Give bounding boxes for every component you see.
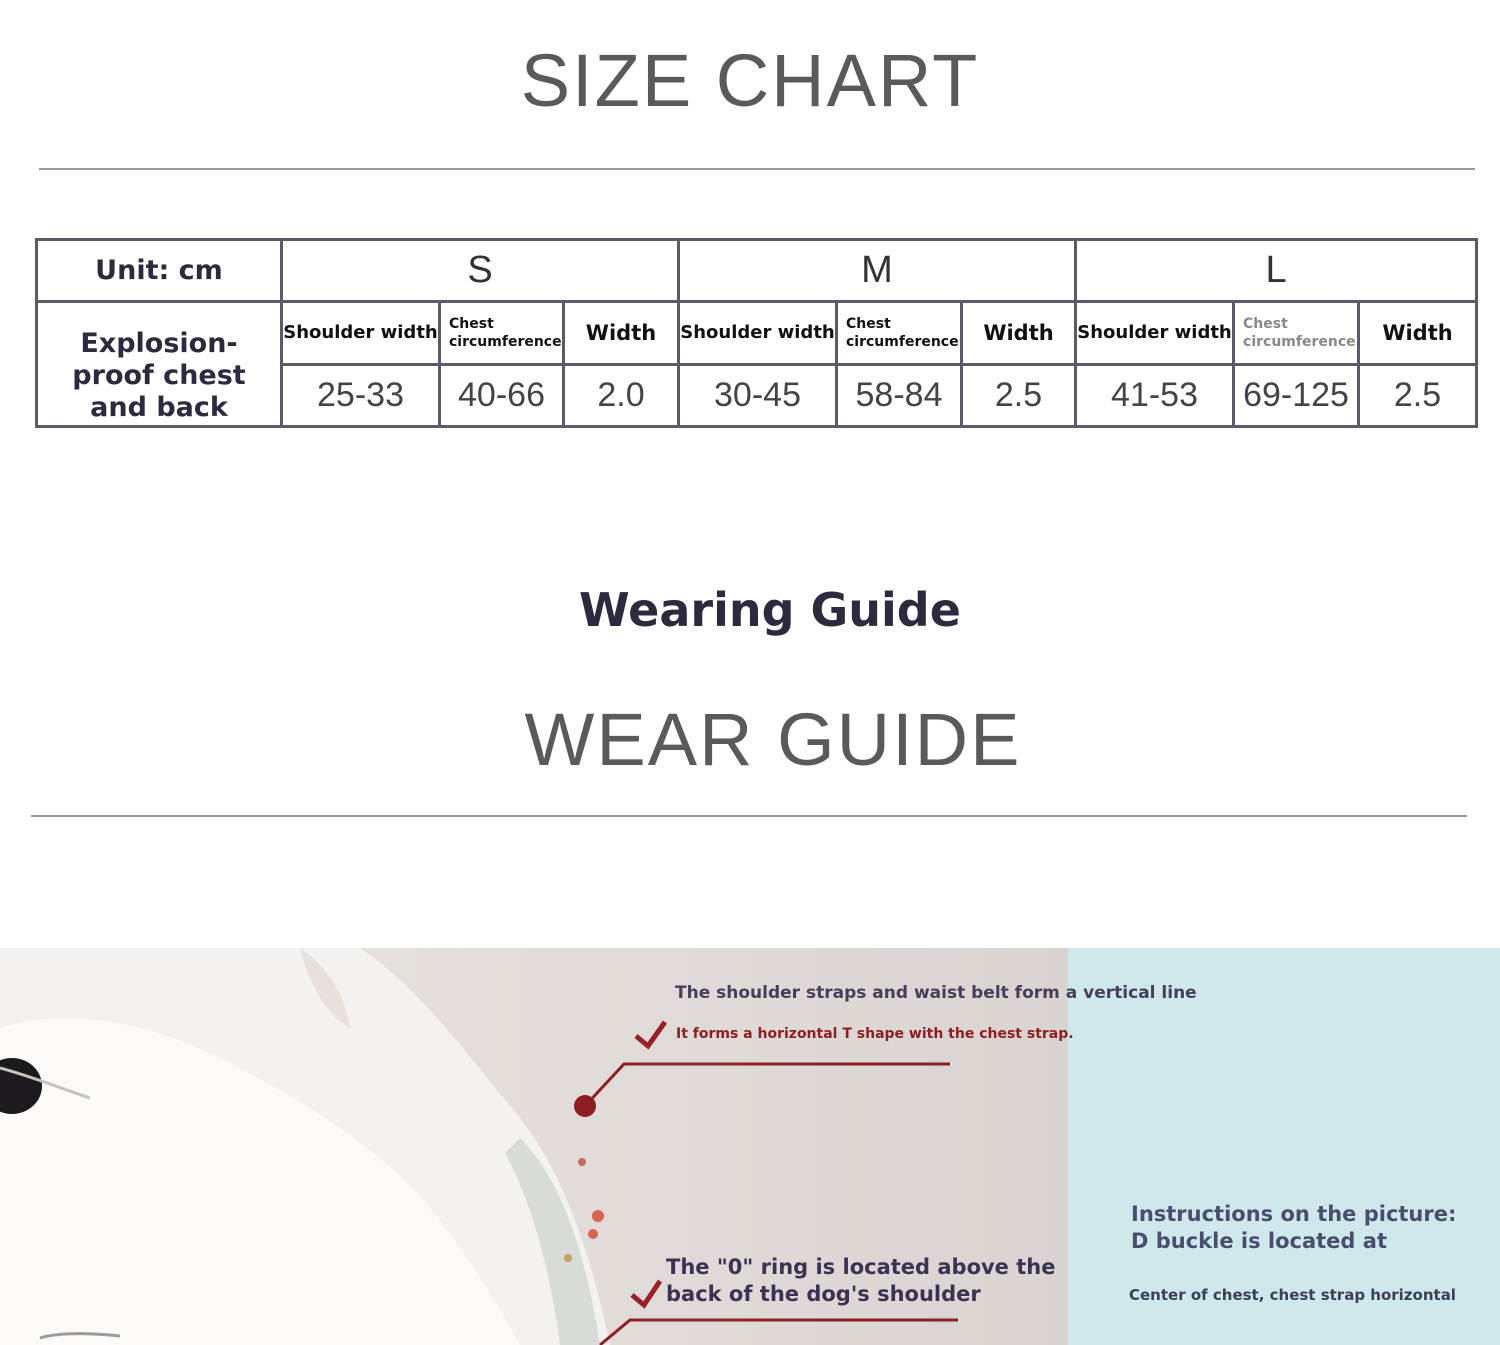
chest-center-annotation: Center of chest, chest strap horizontal [1129, 1286, 1456, 1304]
table-cell: 40-66 [440, 364, 564, 426]
wearing-guide-heading: Wearing Guide [579, 583, 961, 637]
col-header: Shoulder width [282, 302, 440, 364]
table-cell: 58-84 [837, 364, 962, 426]
col-header: Shoulder width [1076, 302, 1234, 364]
table-cell: 2.5 [1359, 364, 1477, 426]
size-l-header: L [1076, 240, 1477, 302]
row-label: Explosion-proof chest and back [37, 302, 282, 427]
d-buckle-annotation: Instructions on the picture: D buckle is located at [1131, 1202, 1457, 1253]
table-cell: 25-33 [282, 364, 440, 426]
wear-guide-title: WEAR GUIDE [524, 698, 1022, 781]
col-header: Width [564, 302, 679, 364]
col-header: Chest circumference [837, 302, 962, 364]
size-m-header: M [679, 240, 1076, 302]
col-header: Width [1359, 302, 1477, 364]
table-cell: 2.0 [564, 364, 679, 426]
col-header: Width [962, 302, 1076, 364]
size-s-header: S [282, 240, 679, 302]
size-chart-title: SIZE CHART [520, 39, 980, 122]
table-cell: 41-53 [1076, 364, 1234, 426]
table-cell: 30-45 [679, 364, 837, 426]
col-header: Chest circumference [440, 302, 564, 364]
col-header: Shoulder width [679, 302, 837, 364]
table-cell: 69-125 [1234, 364, 1359, 426]
strap-line-annotation: The shoulder straps and waist belt form a vertical line [675, 983, 1197, 1003]
col-header: Chest circumference [1234, 302, 1359, 364]
t-shape-annotation: It forms a horizontal T shape with the chest strap. [676, 1026, 1074, 1042]
unit-label: Unit: cm [37, 240, 282, 302]
o-ring-annotation: The "0" ring is located above the back of the dog's shoulder [666, 1255, 1056, 1306]
table-cell: 2.5 [962, 364, 1076, 426]
